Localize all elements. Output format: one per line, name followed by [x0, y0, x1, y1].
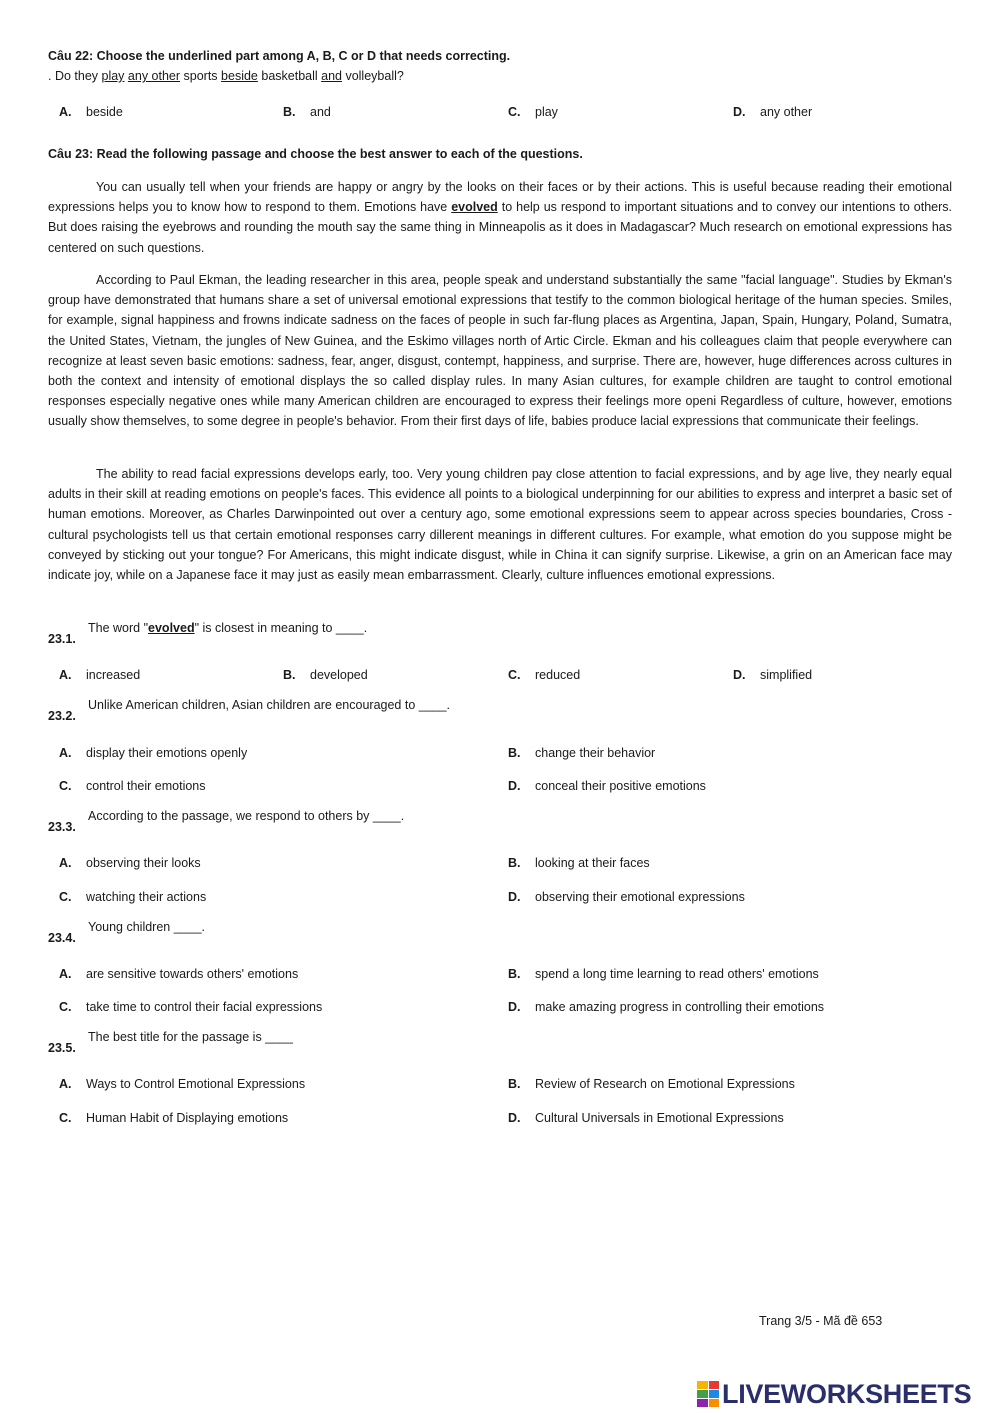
question-23-5-number: 23.5. — [48, 1041, 76, 1055]
page-footer: Trang 3/5 - Mã đề 653 — [759, 1314, 883, 1328]
q22-option-a[interactable]: A. beside — [59, 105, 123, 119]
logo-mark-block — [709, 1381, 720, 1389]
question-23-3-number: 23.3. — [48, 820, 76, 834]
passage-paragraph-3: The ability to read facial expressions develops early, too. Very young children pay close attention to facial expressions, and by age live, they nearly equal adults in their skill at reading emotions on people's faces. This evidence all points to a biological underpinning for our abilities to express and interpret a basic set of human emotions. Moreover, as Charles Darwinpointed out over a century ago, some emotional expressions seem to appear across species boundaries, Cross - cultural psychologists tell us that certain emotional responses carry dillerent meanings in different cultures. For example, what emotion do you suppose might be conveyed by sticking out your tongue? For Americans, this might indicate disgust, while in China it can signify surprise. Likewise, a grin on an American face may indicate joy, while on a Japanese face it may just as easily mean embarrassment. Clearly, culture influences emotional expressions. — [48, 467, 952, 583]
q23-1-option-d[interactable]: D. simplified — [733, 668, 813, 682]
logo-mark-block — [697, 1399, 708, 1407]
q22-option-b[interactable]: B. and — [283, 105, 331, 119]
q22-option-d[interactable]: D. any other — [733, 105, 813, 119]
question-23-1-stem: The word "evolved" is closest in meaning to ____. — [88, 621, 368, 635]
question-23-2-stem: Unlike American children, Asian children are encouraged to ____. — [88, 698, 451, 712]
q23-4-option-b[interactable]: B. spend a long time learning to read others' emotions — [508, 967, 819, 981]
underlined-part-and: and — [321, 69, 342, 83]
question-23-4-stem: Young children ____. — [88, 920, 205, 934]
q23-3-option-b[interactable]: B. looking at their faces — [508, 856, 650, 870]
q22-option-c[interactable]: C. play — [508, 105, 558, 119]
question-22-title: Câu 22: Choose the underlined part among A, B, C or D that needs correcting. — [48, 49, 511, 63]
q23-4-option-a[interactable]: A. are sensitive towards others' emotions — [59, 967, 299, 981]
logo-mark-block — [697, 1381, 708, 1389]
underlined-part-play: play — [101, 69, 125, 83]
q23-5-option-a[interactable]: A. Ways to Control Emotional Expressions — [59, 1077, 306, 1091]
logo-mark-block — [697, 1390, 708, 1398]
q23-3-option-d[interactable]: D. observing their emotional expressions — [508, 890, 745, 904]
q23-5-option-c[interactable]: C. Human Habit of Displaying emotions — [59, 1111, 289, 1125]
q23-5-option-b[interactable]: B. Review of Research on Emotional Expressions — [508, 1077, 795, 1091]
question-23-5-stem: The best title for the passage is ____ — [88, 1030, 293, 1044]
question-23-title: Câu 23: Read the following passage and choose the best answer to each of the questions. — [48, 147, 583, 161]
keyword-evolved-ref: evolved — [148, 621, 195, 635]
question-23-3-stem: According to the passage, we respond to others by ____. — [88, 809, 405, 823]
passage-paragraph-1: You can usually tell when your friends are happy or angry by the looks on their faces or by their actions. This is useful because reading their emotional expressions helps you to know how to respond to them. Emotions have evolved to help us respond to important situations and to convey our intentions to others. But does raising the eyebrows and rounding the mouth say the same thing in Minneapolis as it does in Madagascar? Much research on emotional expressions has centered on such questions. — [48, 180, 952, 255]
q23-1-option-b[interactable]: B. developed — [283, 668, 368, 682]
q23-2-option-d[interactable]: D. conceal their positive emotions — [508, 779, 706, 793]
passage-paragraph-2: According to Paul Ekman, the leading researcher in this area, people speak and understand substantially the same "facial language". Studies by Ekman's group have demonstrated that humans share a set of universal emotional expressions that testify to the common biological heritage of the human species. Smiles, for example, signal happiness and frowns indicate sadness on the faces of people in such far-flung places as Argentina, Japan, Spain, Hungary, Poland, Sumatra, the United States, Vietnam, the jungles of New Guinea, and the Eskimo villages north of Artic Circle. Ekman and his colleagues claim that people everywhere can recognize at least seven basic emotions: sadness, fear, anger, disgust, contempt, happiness, and surprise. There are, however, huge differences across cultures in both the context and intensity of emotional displays the so called display rules. In many Asian cultures, for example children are taught to control emotional responses especially negative ones while many American children are encouraged to express their feelings more openi Regardless of culture, however, emotions usually show themselves, to some degree in people's behavior. From their first days of life, babies produce lacial expressions that communicate their feelings. — [48, 273, 952, 429]
logo-mark-block — [709, 1399, 720, 1407]
q23-2-option-a[interactable]: A. display their emotions openly — [59, 746, 248, 760]
q23-4-option-c[interactable]: C. take time to control their facial expressions — [59, 1000, 323, 1014]
question-23-1-number: 23.1. — [48, 632, 76, 646]
q23-3-option-a[interactable]: A. observing their looks — [59, 856, 201, 870]
keyword-evolved: evolved — [451, 200, 498, 215]
q23-4-option-d[interactable]: D. make amazing progress in controlling their emotions — [508, 1000, 825, 1014]
underlined-part-beside: beside — [221, 69, 258, 83]
liveworksheets-logo — [697, 1379, 971, 1409]
q23-5-option-d[interactable]: D. Cultural Universals in Emotional Expressions — [508, 1111, 784, 1125]
q23-1-option-c[interactable]: C. reduced — [508, 668, 581, 682]
question-23-4-number: 23.4. — [48, 931, 76, 945]
underlined-part-any-other: any other — [127, 69, 181, 83]
liveworksheets-logo-icon — [697, 1381, 719, 1407]
q23-2-option-c[interactable]: C. control their emotions — [59, 779, 206, 793]
question-23-2-number: 23.2. — [48, 709, 76, 723]
question-22-sentence: . Do they play any other sports beside basketball and volleyball? — [48, 69, 404, 83]
q23-3-option-c[interactable]: C. watching their actions — [59, 890, 207, 904]
q23-1-option-a[interactable]: A. increased — [59, 668, 141, 682]
liveworksheets-logo-text: LIVEWORKSHEETS — [722, 1378, 972, 1409]
logo-mark-block — [709, 1390, 720, 1398]
q23-2-option-b[interactable]: B. change their behavior — [508, 746, 656, 760]
